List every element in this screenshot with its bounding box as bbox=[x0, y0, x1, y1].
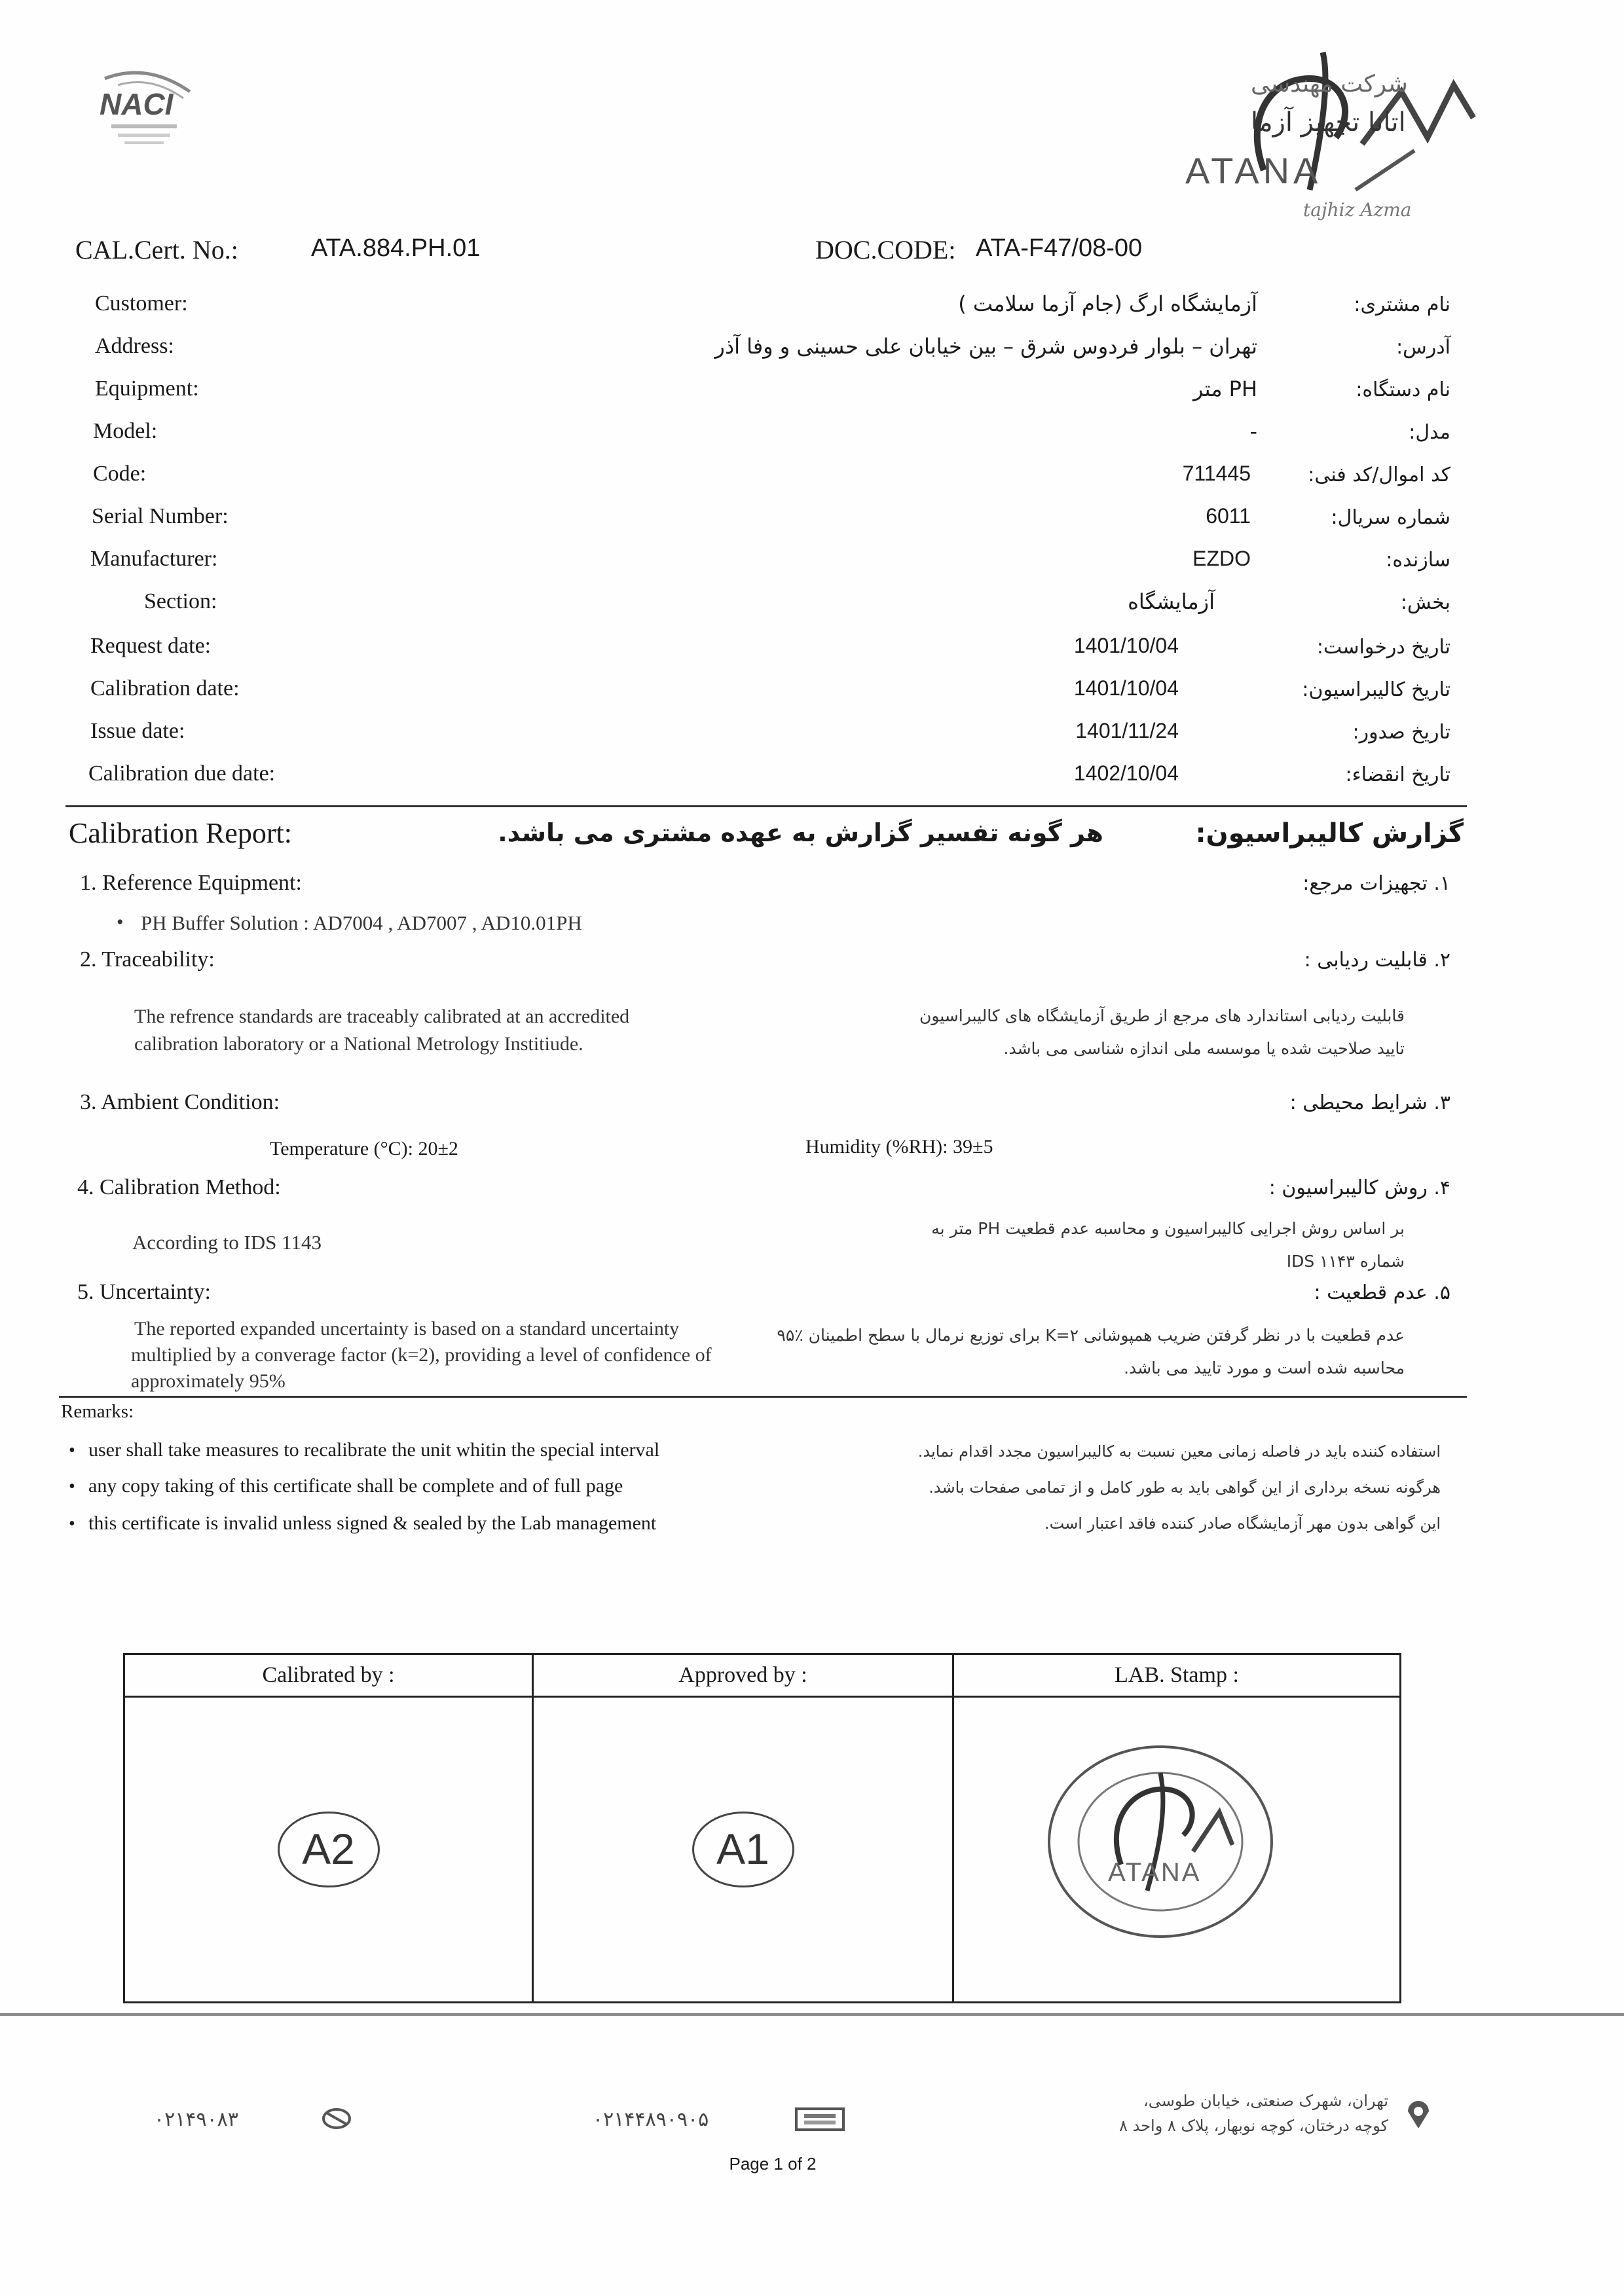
fax-icon bbox=[321, 2107, 352, 2134]
calibration-method-text-fa-line-1: بر اساس روش اجرایی کالیبراسیون و محاسبه عدم قطعیت PH متر به bbox=[931, 1219, 1405, 1238]
calibrated-by-header: Calibrated by : bbox=[125, 1655, 534, 1698]
calibrated-by-cell bbox=[125, 1698, 534, 2001]
page-number: Page 1 of 2 bbox=[729, 2154, 817, 2174]
manufacturer-label-fa: سازنده: bbox=[1386, 549, 1450, 572]
model-label: Model: bbox=[93, 419, 158, 443]
serial-number-value: 6011 bbox=[1206, 504, 1251, 528]
report-divider bbox=[59, 1396, 1467, 1398]
calibration-method-text: According to IDS 1143 bbox=[132, 1231, 322, 1254]
remark-fa-1: استفاده کننده باید در فاصله زمانی معین نسبت به کالیبراسیون مجدد اقدام نماید. bbox=[917, 1442, 1441, 1461]
equipment-label: Equipment: bbox=[95, 376, 199, 401]
calibrated-by-signature: A2 bbox=[278, 1812, 380, 1887]
humidity-value: Humidity (%RH): 39±5 bbox=[805, 1136, 993, 1157]
traceability-text-line-2: calibration laboratory or a National Metrology Institiude. bbox=[134, 1033, 583, 1055]
remark-bullet: • bbox=[69, 1440, 75, 1461]
report-disclaimer-fa: هر گونه تفسیر گزارش به عهده مشتری می باشد. bbox=[498, 818, 1103, 847]
issue-date-label: Issue date: bbox=[90, 719, 185, 743]
traceability-text-fa-line-2: تایید صلاحیت شده یا موسسه ملی اندازه شناسی می باشد. bbox=[1003, 1039, 1405, 1058]
uncertainty-text-line-3: approximately 95% bbox=[131, 1370, 286, 1392]
remarks-title: Remarks: bbox=[61, 1401, 134, 1422]
reference-equipment-heading-fa: ۱. تجهیزات مرجع: bbox=[1302, 872, 1450, 895]
atana-name-fa: اتانا تجهیز آزما bbox=[1251, 107, 1406, 137]
calibration-date-value: 1401/10/04 bbox=[1073, 676, 1179, 700]
reference-equipment-bullet: • bbox=[117, 911, 124, 933]
fax-number: ۰۲۱۴۹۰۸۳ bbox=[154, 2108, 238, 2131]
doc-code-label: DOC.CODE: bbox=[815, 235, 956, 264]
uncertainty-text-fa-line-1: عدم قطعیت با در نظر گرفتن ضریب همپوشانی K=۲ برای توزیع نرمال با سطح اطمینان ٪۹۵ bbox=[777, 1326, 1405, 1345]
manufacturer-value: EZDO bbox=[1192, 547, 1251, 570]
calibration-method-heading-fa: ۴. روش کالیبراسیون : bbox=[1268, 1176, 1450, 1199]
atana-logo bbox=[1048, 39, 1493, 229]
atana-tagline: tajhiz Azma bbox=[1303, 199, 1412, 221]
request-date-value: 1401/10/04 bbox=[1073, 634, 1179, 657]
code-value: 711445 bbox=[1182, 462, 1251, 485]
section-label: Section: bbox=[144, 589, 217, 613]
approved-by-header: Approved by : bbox=[534, 1655, 954, 1698]
remark-en-3: this certificate is invalid unless signed & sealed by the Lab management bbox=[88, 1512, 657, 1534]
section-value: آزمایشگاه bbox=[1128, 589, 1215, 614]
naci-logo bbox=[92, 65, 203, 164]
remark-fa-2: هرگونه نسخه برداری از این گواهی باید به طور کامل و از تمامی صفحات باشد. bbox=[929, 1478, 1441, 1497]
customer-value: آزمایشگاه ارگ (جام آزما سلامت ) bbox=[958, 291, 1257, 316]
uncertainty-text-fa-line-2: محاسبه شده است و مورد تایید می باشد. bbox=[1124, 1358, 1405, 1377]
issue-date-value: 1401/11/24 bbox=[1075, 719, 1179, 742]
request-date-label-fa: تاریخ درخواست: bbox=[1316, 636, 1450, 659]
lab-stamp-cell bbox=[954, 1698, 1399, 2001]
calibration-method-heading: 4. Calibration Method: bbox=[77, 1175, 281, 1199]
calibration-due-date-label: Calibration due date: bbox=[88, 761, 276, 786]
section-label-fa: بخش: bbox=[1400, 591, 1450, 614]
traceability-text-line-1: The refrence standards are traceably calibrated at an accredited bbox=[134, 1006, 630, 1027]
traceability-heading: 2. Traceability: bbox=[80, 947, 215, 972]
reference-equipment-item: PH Buffer Solution : AD7004 , AD7007 , AD10.01PH bbox=[141, 911, 582, 934]
customer-label-fa: نام مشتری: bbox=[1354, 293, 1450, 316]
signature-table bbox=[123, 1653, 1401, 2003]
doc-code-value: ATA-F47/08-00 bbox=[976, 234, 1143, 262]
temperature-value: Temperature (°C): 20±2 bbox=[270, 1138, 458, 1159]
issue-date-label-fa: تاریخ صدور: bbox=[1352, 721, 1450, 744]
lab-stamp-header: LAB. Stamp : bbox=[954, 1655, 1399, 1698]
remark-bullet: • bbox=[69, 1514, 75, 1534]
ambient-condition-heading-fa: ۳. شرایط محیطی : bbox=[1289, 1091, 1450, 1114]
uncertainty-text-line-1: The reported expanded uncertainty is based on a standard uncertainty bbox=[134, 1318, 680, 1339]
serial-number-label: Serial Number: bbox=[92, 504, 229, 528]
calibration-method-text-fa-line-2: شماره IDS ۱۱۴۳ bbox=[1286, 1252, 1405, 1271]
atana-name-en: ATANA bbox=[1185, 150, 1322, 191]
naci-logo-text: NACI bbox=[100, 87, 174, 121]
address-value: تهران – بلوار فردوس شرق – بین خیابان علی حسینی و وفا آذر bbox=[714, 334, 1257, 359]
code-label: Code: bbox=[93, 462, 147, 486]
atana-company-fa: شرکت مهندسی bbox=[1251, 71, 1408, 98]
location-icon bbox=[1401, 2098, 1435, 2136]
model-value: - bbox=[1249, 419, 1257, 444]
remark-en-1: user shall take measures to recalibrate the unit whitin the special interval bbox=[88, 1439, 660, 1461]
remark-bullet: • bbox=[69, 1476, 75, 1497]
phone-number: ۰۲۱۴۴۸۹۰۹۰۵ bbox=[593, 2108, 709, 2131]
code-label-fa: کد اموال/کد فنی: bbox=[1308, 464, 1450, 486]
traceability-text-fa-line-1: قابلیت ردیابی استاندارد های مرجع از طریق آزمایشگاه های کالیبراسیون bbox=[919, 1006, 1405, 1025]
manufacturer-label: Manufacturer: bbox=[90, 547, 218, 571]
footer-divider bbox=[0, 2013, 1624, 2016]
calibration-due-date-label-fa: تاریخ انقضاء: bbox=[1345, 763, 1450, 786]
uncertainty-text-line-2: multiplied by a converage factor (k=2), providing a level of confidence of bbox=[131, 1344, 712, 1366]
address-label: Address: bbox=[95, 334, 174, 358]
footer-address-line-1: تهران، شهرک صنعتی، خیابان طوسی، bbox=[1143, 2092, 1388, 2110]
cert-number-value: ATA.884.PH.01 bbox=[311, 234, 481, 262]
calibration-date-label-fa: تاریخ کالیبراسیون: bbox=[1302, 678, 1450, 701]
uncertainty-heading: 5. Uncertainty: bbox=[77, 1280, 211, 1304]
approved-by-cell bbox=[534, 1698, 954, 2001]
cert-number-label: CAL.Cert. No.: bbox=[75, 235, 238, 264]
model-label-fa: مدل: bbox=[1409, 421, 1450, 444]
request-date-label: Request date: bbox=[90, 634, 212, 658]
serial-number-label-fa: شماره سریال: bbox=[1331, 506, 1450, 529]
address-label-fa: آدرس: bbox=[1396, 336, 1450, 359]
remark-en-2: any copy taking of this certificate shall be complete and of full page bbox=[88, 1475, 623, 1497]
uncertainty-heading-fa: ۵. عدم قطعیت : bbox=[1314, 1281, 1450, 1304]
equipment-value: PH متر bbox=[1193, 376, 1257, 401]
footer-address-line-2: کوچه درختان، کوچه نوبهار، پلاک ۸ واحد ۸ bbox=[1119, 2117, 1388, 2135]
reference-equipment-heading: 1. Reference Equipment: bbox=[80, 871, 302, 895]
lab-stamp-name: ATANA bbox=[1108, 1858, 1202, 1887]
calibration-date-label: Calibration date: bbox=[90, 676, 240, 701]
equipment-label-fa: نام دستگاه: bbox=[1356, 378, 1450, 401]
info-divider bbox=[65, 805, 1467, 807]
ambient-condition-heading: 3. Ambient Condition: bbox=[80, 1090, 280, 1114]
approved-by-signature: A1 bbox=[692, 1812, 794, 1887]
traceability-heading-fa: ۲. قابلیت ردیابی : bbox=[1304, 949, 1450, 972]
remark-fa-3: این گواهی بدون مهر آزمایشگاه صادر کننده فاقد اعتبار است. bbox=[1044, 1514, 1441, 1533]
lab-stamp-seal bbox=[1036, 1734, 1285, 1950]
calibration-report-title: Calibration Report: bbox=[69, 817, 292, 849]
calibration-due-date-value: 1402/10/04 bbox=[1073, 761, 1179, 785]
phone-icon bbox=[794, 2105, 846, 2137]
calibration-report-title-fa: گزارش کالیبراسیون: bbox=[1195, 818, 1464, 848]
customer-label: Customer: bbox=[95, 291, 188, 316]
